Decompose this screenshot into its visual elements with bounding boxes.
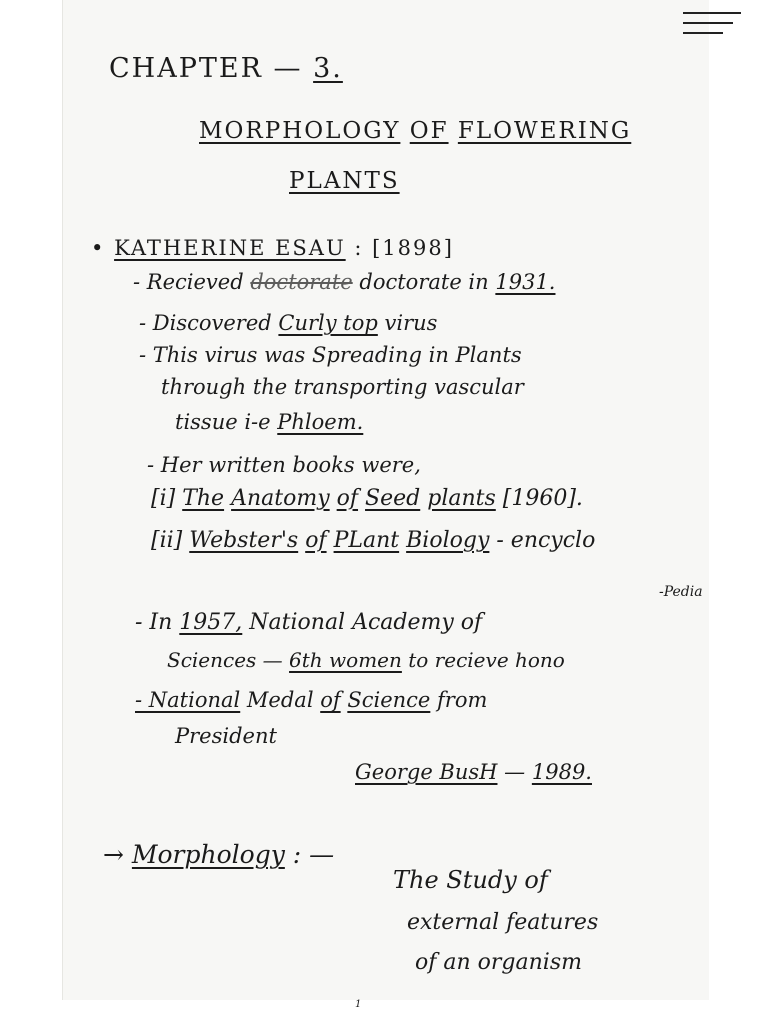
note-academy-line1: - In 1957, National Academy of [135, 610, 483, 635]
book-2-continuation: -Pedia [659, 584, 703, 600]
morphology-def-line2: external features [407, 910, 599, 935]
chapter-number: 3. [313, 53, 343, 84]
morphology-def-line3: of an organism [415, 950, 582, 975]
page-title-line2: PLANTS [289, 168, 400, 194]
note-discovered: - Discovered Curly top virus [139, 311, 438, 335]
note-virus-line1: - This virus was Spreading in Plants [139, 343, 522, 367]
morphology-def-line1: The Study of [393, 866, 548, 894]
book-2: [ii] Webster's of PLant Biology - encyclo [151, 528, 596, 553]
page-title-line1: MORPHOLOGY OF FLOWERING [199, 118, 632, 144]
notebook-page [62, 0, 709, 1010]
note-medal-line3: George BusH — 1989. [355, 760, 592, 784]
morphology-term: → Morphology : — [103, 840, 335, 869]
note-virus-line3: tissue i-e Phloem. [175, 410, 364, 434]
arrow-right-icon: → [103, 840, 124, 869]
esau-heading: • KATHERINE ESAU : [1898] [91, 236, 454, 260]
note-academy-line2: Sciences — 6th women to recieve hono [167, 648, 565, 672]
book-1: [i] The Anatomy of Seed plants [1960]. [151, 486, 583, 511]
page-number: 1 [355, 999, 362, 1010]
note-medal-line1: - National Medal of Science from [135, 688, 488, 712]
note-medal-line2: President [175, 724, 277, 748]
corner-scribble [683, 12, 743, 42]
note-books-intro: - Her written books were, [147, 453, 421, 477]
note-virus-line2: through the transporting vascular [161, 375, 524, 399]
chapter-label: CHAPTER — 3. [109, 53, 343, 84]
note-received: - Recieved doctorate doctorate in 1931. [133, 270, 556, 294]
